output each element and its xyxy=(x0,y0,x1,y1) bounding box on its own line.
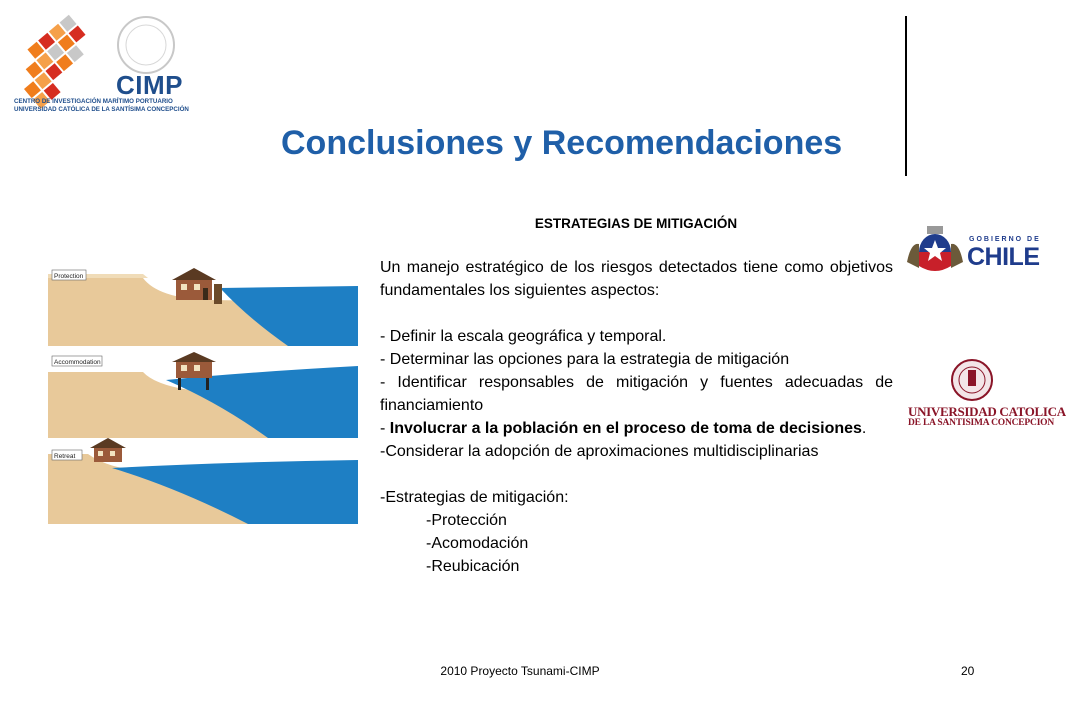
gobierno-chile-logo xyxy=(903,222,1039,280)
logo-line1: CENTRO DE INVESTIGACIÓN MARÍTIMO PORTUARIO xyxy=(14,98,173,105)
panel-retreat xyxy=(48,438,358,524)
strategy-item: -Acomodación xyxy=(426,535,529,552)
section-heading: ESTRATEGIAS DE MITIGACIÓN xyxy=(534,216,738,231)
cimp-logo xyxy=(6,10,196,113)
gobierno-label: GOBIERNO DE xyxy=(969,236,1041,243)
logo-line2: UNIVERSIDAD CATÓLICA DE LA SANTÍSIMA CONCEPCIÓN xyxy=(14,106,189,113)
panel-accommodation xyxy=(48,352,358,438)
bullet-item: - Definir la escala geográfica y temporal. xyxy=(380,328,667,345)
slide-body xyxy=(380,256,893,578)
bullet-item: - Involucrar a la población en el proceso de toma de decisiones. xyxy=(380,420,867,437)
bullet-item: -Considerar la adopción de aproximaciones multidisciplinarias xyxy=(380,443,819,460)
slide-title: Conclusiones y Recomendaciones xyxy=(281,124,843,162)
intro-paragraph: Un manejo estratégico de los riesgos detectados tiene como objetivos fundamentales los siguientes aspectos: xyxy=(380,259,893,299)
logo-name: CIMP xyxy=(116,70,183,100)
bullet-item: - Identificar responsables de mitigación y fuentes adecuadas de financiamiento xyxy=(380,374,893,414)
header-divider xyxy=(905,16,907,176)
mitigation-illustration xyxy=(48,258,358,528)
chile-label: CHILE xyxy=(967,243,1040,271)
panel-label-protection: Protection xyxy=(54,273,84,280)
page-number: 20 xyxy=(961,664,975,678)
bullet-item: - Determinar las opciones para la estrategia de mitigación xyxy=(380,351,790,368)
ucsc-seal-icon xyxy=(906,358,1039,404)
house-icon xyxy=(172,268,216,300)
ucsc-logo xyxy=(906,358,1066,438)
ucsc-line2: DE LA SANTISIMA CONCEPCION xyxy=(908,418,1055,428)
ucsc-line1: UNIVERSIDAD CATOLICA xyxy=(908,404,1066,419)
house-icon xyxy=(90,438,126,462)
bullet-bold-text: Involucrar a la población en el proceso de toma de decisiones xyxy=(389,420,862,437)
panel-label-retreat: Retreat xyxy=(54,453,76,460)
strategy-item: -Reubicación xyxy=(426,558,520,575)
panel-label-accommodation: Accommodation xyxy=(54,359,101,366)
strategy-item: -Protección xyxy=(426,512,507,529)
panel-protection xyxy=(48,268,358,346)
footer-text: 2010 Proyecto Tsunami-CIMP xyxy=(440,664,600,678)
coat-of-arms-icon xyxy=(903,222,967,280)
strategies-label: -Estrategias de mitigación: xyxy=(380,489,569,506)
